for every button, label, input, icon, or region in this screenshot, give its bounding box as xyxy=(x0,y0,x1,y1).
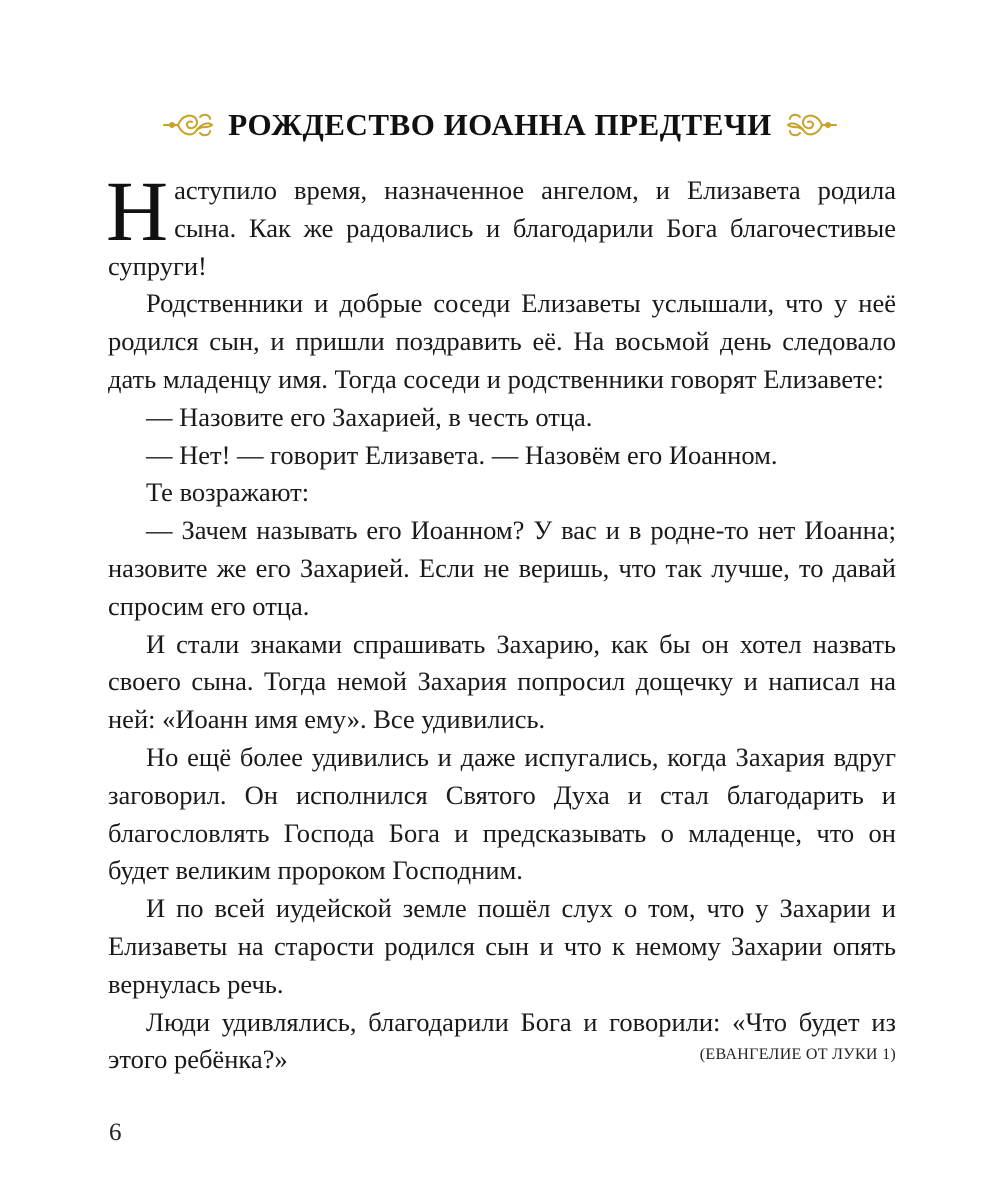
page-number: 6 xyxy=(109,1119,122,1146)
paragraph: Те возражают: xyxy=(146,477,310,508)
paragraph: И стали знаками спрашивать Захарию, как бы он хотел назвать своего сына. Тогда немой Захария попросил дощечку и написал на ней: «Иоанн имя ему». Все удивились. xyxy=(108,628,896,735)
paragraph: И по всей иудейской земле пошёл слух о том, что у Захарии и Елизаветы на старости родился сын и что к немому Захарии опять вернулась речь. xyxy=(108,893,896,999)
paragraph xyxy=(106,163,896,285)
paragraph: — Зачем называть его Иоанном? У вас и в родне-то нет Иоанна; назовите же его Захарией. Если не веришь, что так лучше, то давай спросим его отца. xyxy=(108,515,896,621)
source-citation: (ЕВАНГЕЛИЕ ОТ ЛУКИ 1) xyxy=(699,1046,896,1063)
paragraph-text: аступило время, назначенное ангелом, и Елизавета родила сына. Как же радовались и благодарили Бога благочестивые супруги! xyxy=(108,175,896,281)
paragraph: — Нет! — говорит Елизавета. — Назовём его Иоанном. xyxy=(146,439,778,470)
paragraph: Родственники и добрые соседи Елизаветы услышали, что у неё родился сын, и пришли поздравить её. На восьмой день следовало дать младенцу имя. Тогда соседи и родственники говорят Елизавете: xyxy=(108,288,896,394)
paragraph: Люди удивлялись, благодарили Бога и говорили: «Что будет из этого ребёнка?» xyxy=(108,1006,896,1075)
paragraph: — Назовите его Захарией, в честь отца. xyxy=(146,401,593,432)
title-row xyxy=(0,100,1000,150)
ornament-left-icon xyxy=(160,107,216,143)
drop-cap: Н xyxy=(106,163,169,259)
paragraph: Но ещё более удивились и даже испугались, когда Захария вдруг заговорил. Он исполнился Святого Духа и стал благодарить и благословлять Господа Бога и предсказывать о младенце, что он будет великим пророком Господним. xyxy=(108,741,896,886)
page-title: РОЖДЕСТВО ИОАННА ПРЕДТЕЧИ xyxy=(228,107,772,142)
ornament-right-icon xyxy=(784,107,840,143)
body-text xyxy=(106,163,896,1079)
